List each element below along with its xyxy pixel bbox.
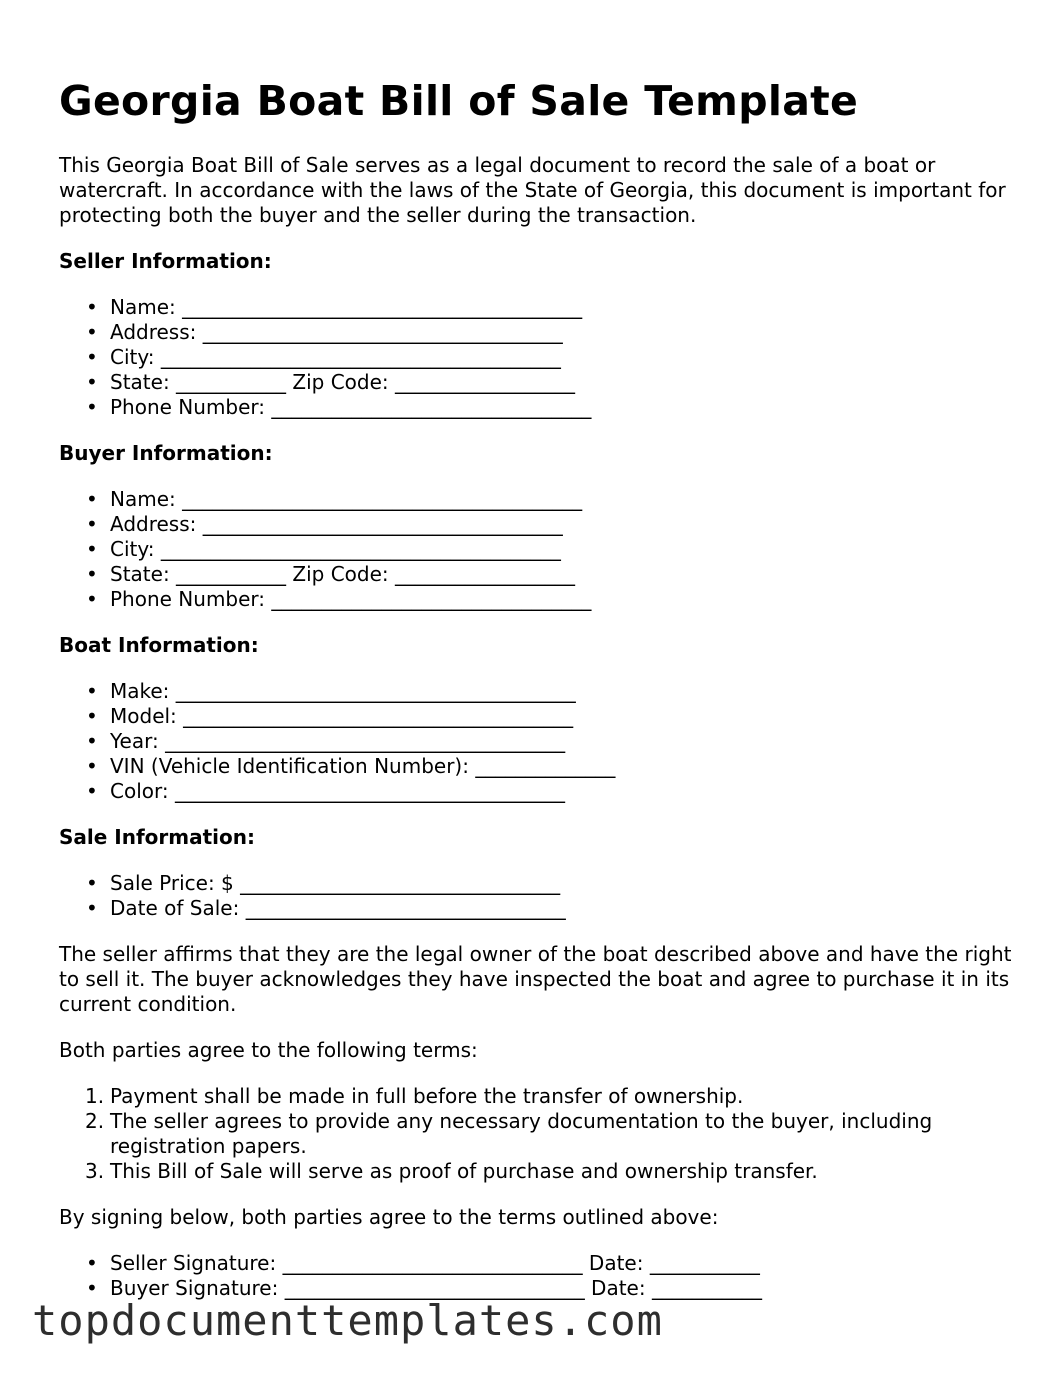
sale-price-field: • Sale Price: $ ________________________________: [59, 871, 1019, 896]
buyer-heading: Buyer Information:: [59, 441, 273, 465]
seller-address-field: • Address: ____________________________________: [59, 320, 1019, 345]
seller-list: [59, 295, 1019, 420]
document-title: Georgia Boat Bill of Sale Template: [59, 77, 859, 125]
site-watermark: topdocumenttemplates.com: [32, 1296, 663, 1345]
term-item: [59, 1159, 1019, 1184]
sale-heading: Sale Information:: [59, 825, 255, 849]
seller-phone-field: • Phone Number: ________________________________: [59, 395, 1019, 420]
buyer-address-field: • Address: ____________________________________: [59, 512, 1019, 537]
boat-model-field: • Model: _______________________________________: [59, 704, 1019, 729]
signing-intro: By signing below, both parties agree to the terms outlined above:: [59, 1205, 719, 1229]
boat-vin-field: • VIN (Vehicle Identification Number): ______________: [59, 754, 1019, 779]
seller-signature-field: • Seller Signature: ______________________________ Date: ___________: [59, 1251, 1019, 1276]
sale-date-field: • Date of Sale: ________________________________: [59, 896, 1019, 921]
term-text: Payment shall be made in full before the transfer of ownership.: [110, 1084, 744, 1108]
buyer-list: [59, 487, 1019, 612]
seller-state-zip-field: • State: ___________ Zip Code: __________________: [59, 370, 1019, 395]
term-number: 3.: [85, 1159, 105, 1183]
buyer-state-zip-field: • State: ___________ Zip Code: __________________: [59, 562, 1019, 587]
seller-heading: Seller Information:: [59, 249, 272, 273]
buyer-name-field: • Name: ________________________________________: [59, 487, 1019, 512]
boat-list: [59, 679, 1019, 804]
intro-paragraph: This Georgia Boat Bill of Sale serves as a legal document to record the sale of a boat or watercraft. In accordance with the laws of the State of Georgia, this document is important for protecting both the buyer and the seller during the transaction.: [59, 153, 1006, 227]
boat-color-field: • Color: _______________________________________: [59, 779, 1019, 804]
boat-make-field: • Make: ________________________________________: [59, 679, 1019, 704]
boat-heading: Boat Information:: [59, 633, 259, 657]
term-text: The seller agrees to provide any necessary documentation to the buyer, including registration papers.: [110, 1109, 933, 1158]
buyer-city-field: • City: ________________________________________: [59, 537, 1019, 562]
signature-list: [59, 1251, 1019, 1301]
terms-list: [59, 1084, 1019, 1184]
document-page: [59, 72, 1019, 1301]
buyer-phone-field: • Phone Number: ________________________________: [59, 587, 1019, 612]
term-item: [59, 1084, 1019, 1109]
term-number: 1.: [85, 1084, 105, 1108]
term-text: This Bill of Sale will serve as proof of purchase and ownership transfer.: [110, 1159, 818, 1183]
term-item: [59, 1109, 1019, 1159]
seller-name-field: • Name: ________________________________________: [59, 295, 1019, 320]
sale-list: [59, 871, 1019, 921]
term-number: 2.: [85, 1109, 105, 1133]
affirmation-paragraph: The seller affirms that they are the legal owner of the boat described above and have the right to sell it. The buyer acknowledges they have inspected the boat and agree to purchase it in its current condition.: [59, 942, 1012, 1016]
seller-city-field: • City: ________________________________________: [59, 345, 1019, 370]
terms-intro: Both parties agree to the following terms:: [59, 1038, 478, 1062]
buyer-signature-field: • Buyer Signature: ______________________________ Date: ___________: [59, 1276, 1019, 1301]
boat-year-field: • Year: ________________________________________: [59, 729, 1019, 754]
